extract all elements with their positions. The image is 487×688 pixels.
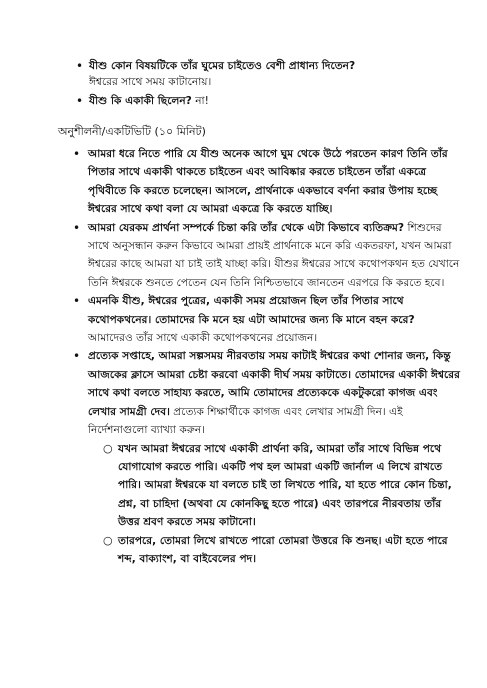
bullet-icon: • xyxy=(76,59,84,73)
activity-bold-text: এমনকি যীশু, ঈশ্বরের পুত্রের, একাকী সময় প্রয়োজন ছিল তাঁর পিতার সাথে কথোপকথনের। তোমাদের কি মনে হয় এটা আমাদের জন্য কি মানে বহন করে? xyxy=(88,295,415,326)
activity-bold-text: আমরা ধরে নিতে পারি যে যীশু অনেক আগে ঘুম থেকে উঠে পরতেন কারণ তিনি তাঁর পিতার সাথে একাকী থাকতে চাইতেন এবং আবিষ্কার করতে চাইতেন তাঁরা একত্রে পৃথিবীতে কি করতে চলেছেন। আসলে, প্রার্থনাকে একভাবে বর্ণনা করার উপায় হচ্ছে ঈশ্বরের সাথে কথা বলা যে আমরা একত্রে কি করতে যাচ্ছি। xyxy=(88,148,448,216)
question-item xyxy=(0,58,487,90)
answer-text: না! xyxy=(195,95,209,107)
activity-item xyxy=(0,145,487,219)
activity-item xyxy=(0,347,487,439)
activity-bold-text: প্রত্যেক সপ্তাহে, আমরা সল্পসময় নীরবতায় সময় কাটাই ঈশ্বরের কথা শোনার জন্য, কিন্তু আজকের ক্লাসে আমরা চেষ্টা করবো একাকী দীর্ঘ সময় কাটাতে। তোমাদের একাকী ঈশ্বরের সাথে কথা বলতে সাহায্য করতে, আমি তোমাদের প্রত্যেককে একটুকরো কাগজ এবং লেখার সামগ্রী দেব। xyxy=(88,350,460,418)
activity-item xyxy=(0,292,487,347)
answer-text: ঈশ্বরের সাথে সময় কাটানোয়। xyxy=(89,76,212,88)
bullet-icon: • xyxy=(76,94,84,108)
instruction-text: তারপরে, তোমরা লিখে রাখতে পারো তোমরা উত্তরে কি শুনছ। এটা হতে পারে শব্দ, বাক্যাংশ, বা বাইবেলের পদ। xyxy=(118,534,448,565)
instruction-text: যখন আমরা ঈশ্বরের সাথে একাকী প্রার্থনা করি, আমরা তাঁর সাথে বিভিন্ন পথে যোগাযোগ করতে পারি। একটি পথ হল আমরা একটি জার্নাল এ লিখে রাখতে পারি। আমরা ঈশ্বরকে যা বলতে চাই তা লিখতে পারি, যা হতে পারে কোন চিন্তা, প্রশ্ন, বা চাহিদা (অথবা যে কোনকিছু হতে পারে) এবং তারপরে নীরবতায় তাঁর উত্তর শ্রবণ করতে সময় কাটানো। xyxy=(118,442,452,529)
instruction-item xyxy=(0,440,487,532)
question-item xyxy=(0,93,487,109)
question-list xyxy=(0,58,487,109)
bullet-icon: • xyxy=(73,349,81,364)
bullet-icon: • xyxy=(73,294,81,309)
instruction-item xyxy=(0,532,487,569)
sub-bullet-icon: ○ xyxy=(103,533,113,547)
bullet-icon: • xyxy=(73,147,81,161)
activity-text: আমাদেরও তাঁর সাথে একাকী কথোপকথনের প্রয়োজন। xyxy=(88,332,318,345)
activity-text: শিশুদের সাথে অনুসন্ধান করুন কিভাবে আমরা প্রায়ই প্রার্থনাকে মনে করি একতরফা, যখন আমরা ঈশ্বরের কাছে আমরা যা চাই তাই যাচ্ছা করি। যীশুর ঈশ্বরের সাথে কথোপকথন হত যেখানে তিনি ঈশ্বরকে শুনতে পেতেন যেন তিনি নিশ্চিতভাবে জানতেন এরপরে কি করতে হবে। xyxy=(88,221,460,289)
activity-heading: অনুশীলনী/একটিভিটি (১০ মিনিট) xyxy=(58,125,206,138)
question-text: যীশু কোন বিষয়টিকে তাঁর ঘুমের চাইতেও বেশী প্রাধান্য দিতেন? xyxy=(89,60,356,72)
sub-bullet-icon: ○ xyxy=(103,441,113,455)
activity-item xyxy=(0,219,487,293)
sub-list-wrapper xyxy=(0,440,487,569)
question-text: যীশু কি একাকী ছিলেন? xyxy=(89,95,192,107)
activity-list xyxy=(0,145,487,568)
activity-bold-text: আমরা যেরকম প্রার্থনা সম্পর্কে চিন্তা করি তাঁর থেকে এটা কিভাবে ব্যতিক্রম? xyxy=(88,221,405,234)
activity-text: প্রত্যেক শিক্ষার্থীকে কাগজ এবং লেখার সামগ্রী দিন। এই নির্দেশনাগুলো ব্যাখ্যা করুন। xyxy=(88,405,403,437)
instruction-list xyxy=(0,440,487,569)
bullet-icon: • xyxy=(73,220,81,235)
